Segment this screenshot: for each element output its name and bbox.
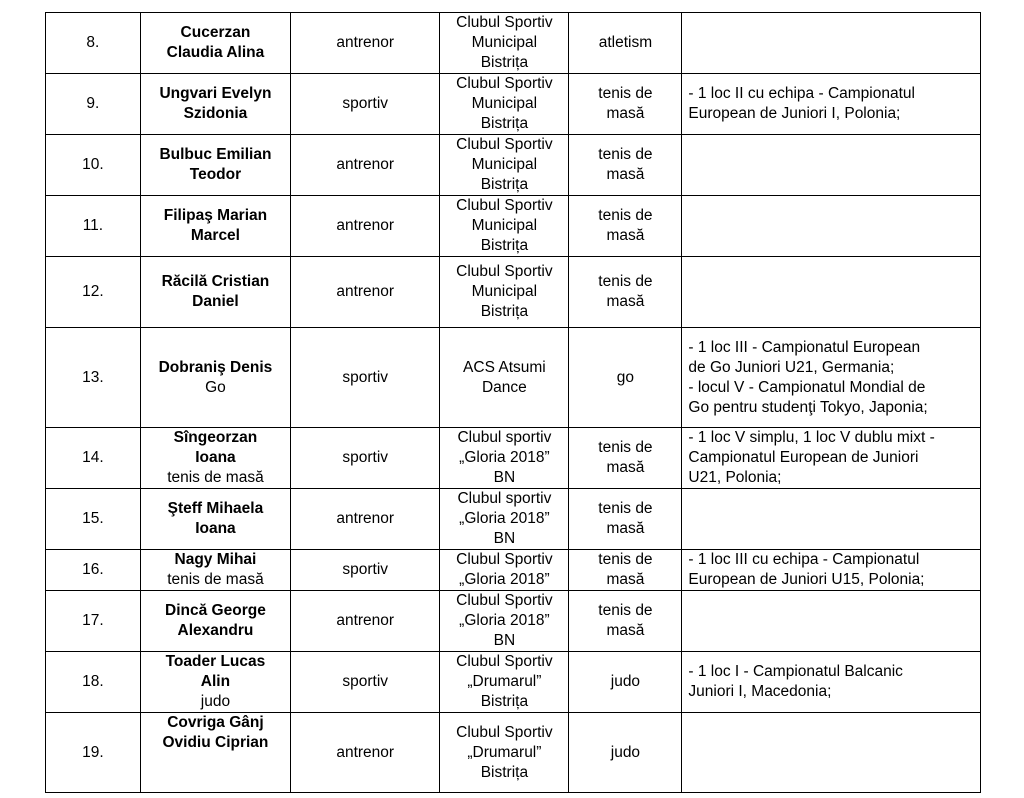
club-name: ACS Atsumi [463,358,546,376]
club-name: Municipal [471,95,538,112]
club-name: BN [493,632,516,649]
club-name: Municipal [471,156,538,173]
club-name: Bistrița [480,763,529,781]
result-text: U21, Polonia; [688,469,782,486]
sport-name: tenis de [598,439,653,456]
table-row [46,550,981,591]
name-cell [140,713,290,793]
club-cell [440,328,569,428]
club-name: Clubul sportiv [457,429,552,446]
sport-name: tenis de [598,273,653,290]
role-text: antrenor [336,34,395,51]
results-cell [682,652,981,713]
table-row [46,328,981,428]
results-cell [682,713,981,793]
role-text: antrenor [336,217,395,234]
awards-table [45,12,981,793]
role-cell [291,257,440,328]
club-name: Clubul Sportiv [456,197,553,214]
club-name: BN [493,530,516,547]
results-cell [682,135,981,196]
row-number-cell [46,550,141,591]
club-name: „Drumarul” [467,673,542,690]
person-name: Teodor [189,166,242,183]
sport-name: tenis de [598,500,653,517]
result-text: Campionatul European de Juniori [688,449,919,466]
person-name: Dincă George [165,602,266,619]
person-name: Răcilă Cristian [161,273,270,290]
table-row [46,13,981,74]
result-text: - 1 loc III - Campionatul European [688,338,921,356]
role-cell [291,196,440,257]
person-name: Toader Lucas [165,653,266,670]
person-name: Sîngeorzan [173,429,258,446]
sport-cell [569,550,682,591]
club-cell [440,591,569,652]
row-number-cell [46,328,141,428]
club-name: Bistrița [480,237,529,254]
results-cell [682,13,981,74]
club-name: Clubul Sportiv [456,592,553,609]
row-number-cell [46,13,141,74]
person-name: Cucerzan [180,24,251,41]
sport-cell [569,257,682,328]
results-cell [682,196,981,257]
results-cell [682,489,981,550]
row-number: 17. [82,612,104,629]
role-text: antrenor [336,743,395,761]
row-number: 13. [82,368,104,386]
person-name: Marcel [190,227,240,244]
results-cell [682,591,981,652]
sport-name: masă [606,293,645,310]
row-number: 11. [82,217,104,234]
person-name: Filipaş Marian [163,207,268,224]
results-cell [682,74,981,135]
row-number: 10. [82,156,104,173]
name-cell [140,428,290,489]
sport-cell [569,591,682,652]
club-name: Municipal [471,34,538,51]
name-cell [140,135,290,196]
role-cell [291,74,440,135]
role-cell [291,489,440,550]
club-name: Clubul Sportiv [456,653,553,670]
sport-cell [569,328,682,428]
sport-name: tenis de [598,85,653,102]
row-number-cell [46,196,141,257]
row-number: 12. [82,283,104,300]
result-text: European de Juniori I, Polonia; [688,105,901,122]
club-name: Bistrița [480,115,529,132]
row-number-cell [46,591,141,652]
sport-name: atletism [598,34,653,51]
sport-cell [569,428,682,489]
row-number: 15. [82,510,104,527]
sport-name: tenis de [598,146,653,163]
name-cell [140,257,290,328]
club-name: Municipal [471,283,538,300]
row-number: 8. [86,34,100,51]
club-name: „Drumarul” [467,743,542,761]
name-cell [140,74,290,135]
result-text: - 1 loc III cu echipa - Campionatul [688,551,920,568]
result-text: - 1 loc V simplu, 1 loc V dublu mixt - [688,429,935,446]
role-text: antrenor [336,510,395,527]
row-number-cell [46,257,141,328]
result-text: Go pentru studenţi Tokyo, Japonia; [688,398,928,416]
person-name: Daniel [192,293,239,310]
results-cell [682,328,981,428]
sport-cell [569,74,682,135]
club-name: Clubul Sportiv [456,14,553,31]
person-discipline: tenis de masă [167,469,264,486]
sport-cell [569,196,682,257]
table-row [46,135,981,196]
role-cell [291,428,440,489]
club-cell [440,428,569,489]
person-name: Ungvari Evelyn [159,85,272,102]
club-name: Bistrița [480,54,529,71]
role-text: sportiv [342,95,389,112]
club-cell [440,652,569,713]
name-cell [140,652,290,713]
result-text: de Go Juniori U21, Germania; [688,358,895,376]
sport-cell [569,713,682,793]
club-name: Clubul Sportiv [456,75,553,92]
person-name: Ovidiu Ciprian [162,734,269,751]
club-name: Clubul Sportiv [456,263,553,280]
role-text: antrenor [336,283,395,300]
row-number-cell [46,713,141,793]
table-row [46,428,981,489]
role-cell [291,13,440,74]
role-cell [291,591,440,652]
person-name: Alin [200,673,231,690]
person-name: Şteff Mihaela [167,500,264,517]
club-name: Clubul sportiv [457,490,552,507]
role-cell [291,135,440,196]
club-cell [440,713,569,793]
result-text: Juniori I, Macedonia; [688,683,832,700]
sport-name: tenis de [598,602,653,619]
sport-cell [569,13,682,74]
sport-name: masă [606,227,645,244]
role-text: sportiv [342,368,389,386]
table-row [46,713,981,793]
table-row [46,489,981,550]
sport-cell [569,652,682,713]
name-cell [140,550,290,591]
result-text: - 1 loc I - Campionatul Balcanic [688,663,903,680]
sport-name: masă [606,105,645,122]
row-number: 19. [82,743,104,761]
person-name: Claudia Alina [166,44,265,61]
club-name: „Gloria 2018” [459,449,550,466]
club-cell [440,550,569,591]
role-text: antrenor [336,156,395,173]
result-text: - 1 loc II cu echipa - Campionatul [688,85,915,102]
club-cell [440,135,569,196]
name-cell [140,196,290,257]
person-discipline: tenis de masă [167,571,264,588]
club-name: Bistrița [480,303,529,320]
person-name: Ioana [195,449,236,466]
sport-name: masă [606,622,645,639]
person-discipline: Go [205,378,226,396]
role-cell [291,328,440,428]
role-cell [291,713,440,793]
club-name: „Gloria 2018” [459,612,550,629]
sport-name: tenis de [598,207,653,224]
row-number-cell [46,652,141,713]
role-text: sportiv [342,561,389,578]
sport-name: tenis de [598,551,653,568]
name-cell [140,328,290,428]
table-row [46,74,981,135]
sport-name: masă [606,166,645,183]
table-row [46,652,981,713]
club-name: Municipal [471,217,538,234]
row-number-cell [46,74,141,135]
row-number: 16. [82,561,104,578]
club-name: Bistrița [480,176,529,193]
table-row [46,196,981,257]
sport-name: judo [610,743,641,761]
club-cell [440,257,569,328]
club-cell [440,13,569,74]
club-name: Bistrița [480,693,529,710]
name-cell [140,489,290,550]
club-name: BN [493,469,516,486]
table-row [46,257,981,328]
name-cell [140,13,290,74]
table-row [46,591,981,652]
club-name: Dance [481,378,527,396]
sport-name: masă [606,459,645,476]
club-cell [440,196,569,257]
person-name: Nagy Mihai [174,551,257,568]
result-text: European de Juniori U15, Polonia; [688,571,925,588]
sport-name: judo [610,673,641,690]
person-name: Ioana [195,520,236,537]
person-name: Dobraniş Denis [158,358,273,376]
row-number: 14. [82,449,104,466]
name-cell [140,591,290,652]
sport-cell [569,489,682,550]
club-name: „Gloria 2018” [459,510,550,527]
sport-name: masă [606,571,645,588]
role-cell [291,550,440,591]
person-name: Szidonia [183,105,248,122]
club-name: Clubul Sportiv [456,723,553,741]
results-cell [682,428,981,489]
sport-name: masă [606,520,645,537]
row-number-cell [46,489,141,550]
club-name: „Gloria 2018” [459,571,550,588]
results-cell [682,550,981,591]
result-text: - locul V - Campionatul Mondial de [688,378,926,396]
sport-name: go [616,368,635,386]
role-cell [291,652,440,713]
club-name: Clubul Sportiv [456,551,553,568]
club-name: Clubul Sportiv [456,136,553,153]
row-number-cell [46,428,141,489]
person-name: Covriga Gânj [167,714,264,731]
person-name: Alexandru [177,622,254,639]
club-cell [440,489,569,550]
results-cell [682,257,981,328]
sport-cell [569,135,682,196]
role-text: sportiv [342,673,389,690]
person-name: Bulbuc Emilian [159,146,272,163]
row-number: 18. [82,673,104,690]
person-discipline: judo [200,693,231,710]
club-cell [440,74,569,135]
role-text: antrenor [336,612,395,629]
role-text: sportiv [342,449,389,466]
row-number: 9. [86,95,100,112]
row-number-cell [46,135,141,196]
